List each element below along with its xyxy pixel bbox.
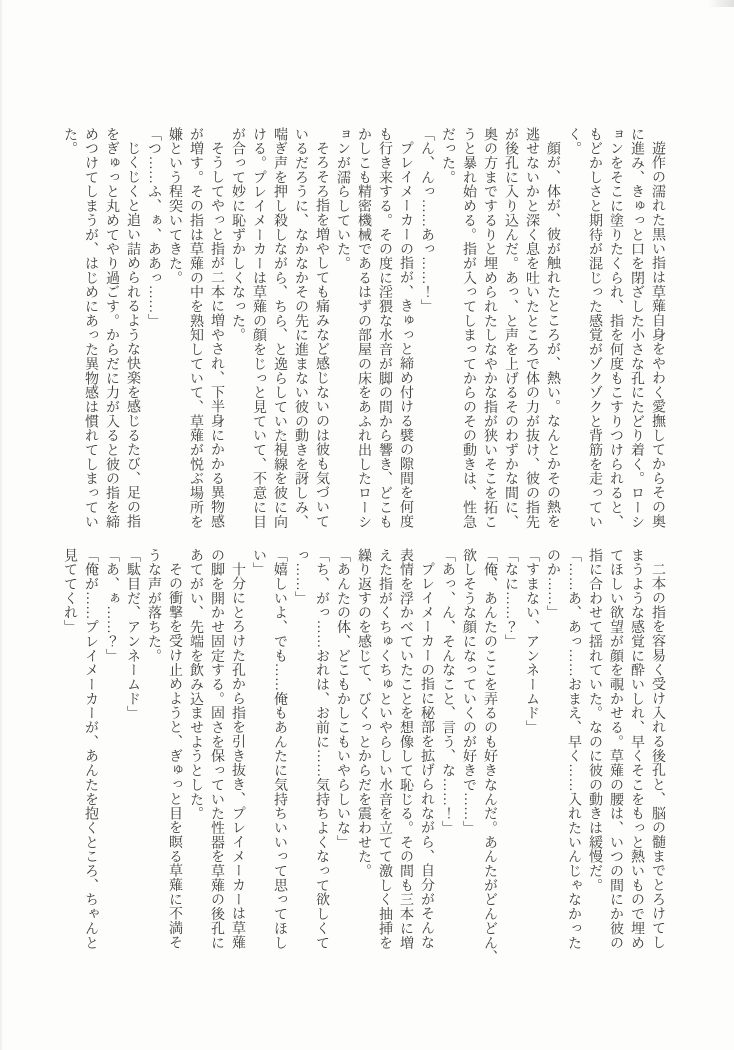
text-line: まうような感覚に酔いしれ、早くそこをもっと熱いもので埋め	[629, 548, 644, 950]
text-block-bottom	[59, 548, 668, 965]
text-line: 繰り返すのを感じて、びくっとからだを震わせた。	[356, 548, 371, 879]
text-line: 「俺が……プレイメーカーが、あんたを抱くところ、ちゃんと	[83, 548, 98, 950]
text-line: 二本の指を容易く受け入れる後孔と、脳の髄までとろけてし	[650, 562, 665, 950]
text-line: く。	[566, 127, 581, 156]
text-line: 「ち、がっ……おれは、お前に……気持ちよくなって欲しくて	[314, 548, 329, 950]
text-line: うな声が落ちた。	[146, 548, 161, 663]
text-line: っ……」	[293, 548, 308, 606]
text-line: が増す。その指は草薙の中を熟知していて、草薙が悦ぶ場所を	[188, 127, 203, 529]
text-line: 「……あ、あっ……おまえ、早く……入れたいんじゃなかった	[566, 548, 581, 950]
text-line: 「あっ、ん、そんなこと、言う、な……！」	[440, 548, 455, 835]
text-line: いるだろうに、なかなかその先に進まない彼の動きを訝しみ、	[293, 127, 308, 529]
scan-corner-artifact	[708, 0, 734, 7]
text-line: プレイメーカーの指が、きゅっと締め付ける襞の隙間を何度	[398, 141, 413, 529]
text-line: 指に合わせて揺れていた。なのに彼の動きは緩慢だ。	[587, 548, 602, 893]
text-line: も行き来する。その度に淫猥な水音が脚の間から響き、どこも	[377, 127, 392, 529]
text-line: 喘ぎ声を押し殺しながら、ちら、と逸らしていた視線を彼に向	[272, 127, 287, 529]
text-line: をぎゅっと丸めてやり過ごす。からだに力が入ると彼の指を締	[104, 127, 119, 529]
text-line: ける。プレイメーカーは草薙の顔をじっと見ていて、不意に目	[251, 127, 266, 529]
text-line: 「あ、ぁ……？」	[104, 548, 119, 663]
text-line: ョンをそこに塗りたくられ、指を何度もこすりつけられると、	[608, 127, 623, 529]
text-line: プレイメーカーの指に秘部を拡げられながら、自分がそんな	[419, 562, 434, 950]
text-block-top	[59, 127, 668, 531]
text-line: 表情を浮かべていたことを想像して恥じる。その間も三本に増	[398, 548, 413, 950]
text-line: が後孔に入り込んだ。あっ、と声を上げるそのわずかな間に、	[503, 127, 518, 529]
text-line: そうしてやっと指が二本に増やされ、下半身にかかる異物感	[209, 141, 224, 529]
text-line: 逃せないかと深く息を吐いたところで体の力が抜け、彼の指先	[524, 127, 539, 529]
text-line: の脚を開かせ固定する。固さを保っていた性器を草薙の後孔に	[209, 548, 224, 950]
text-line: 奥の方までするりと埋められたしなやかな指が狭いそこを拓こ	[482, 127, 497, 529]
text-line: そろそろ指を増やしても痛みなど感じないのは彼も気づいて	[314, 141, 329, 529]
text-line: 「ん、んっ……あっ……！」	[419, 127, 434, 314]
text-line: えた指がくちゅくちゅといやらしい水音を立てて激しく抽挿を	[377, 548, 392, 950]
text-line: だった。	[440, 127, 455, 185]
text-line: 「俺、あんたのここを弄るのも好きなんだ。あんたがどんどん、	[482, 548, 497, 965]
text-line: 十分にとろけた孔から指を引き抜き、プレイメーカーは草薙	[230, 562, 245, 950]
scan-edge-shadow	[0, 0, 3, 1050]
text-line: めつけてしまうが、はじめにあった異物感は慣れてしまってい	[83, 127, 98, 529]
text-line: い」	[251, 548, 266, 577]
text-line: 「なに……？」	[503, 548, 518, 649]
text-line: 嫌という程突いてきた。	[167, 127, 182, 285]
text-line: 見ててくれ」	[62, 548, 77, 635]
text-line: かしこも精密機械であるはずの部屋の床をあふれ出したローシ	[356, 127, 371, 529]
text-line: その衝撃を受け止めようと、ぎゅっと目を瞑る草薙に不満そ	[167, 562, 182, 950]
text-line: 「あんたの体、どこもかしこもいやらしいな」	[335, 548, 350, 850]
text-line: ョンが濡らしていた。	[335, 127, 350, 271]
text-line: 欲しそうな顔になっていくのが好きで……」	[461, 548, 476, 835]
text-line: あてがい、先端を飲み込ませようとした。	[188, 548, 203, 821]
text-line: 「駄目だ、アンネームド」	[125, 548, 140, 721]
text-line: てほしい欲望が顔を覗かせる。草薙の腰は、いつの間にか彼の	[608, 548, 623, 950]
text-line: じくじくと追い詰められるような快楽を感じるたび、足の指	[125, 141, 140, 529]
text-line: 「つ……ふ、ぁ、ああっ……」	[146, 127, 161, 328]
text-line: 「嬉しいよ、でも……俺もあんたに気持ちいいって思ってほし	[272, 548, 287, 950]
text-line: うと暴れ始める。指が入ってしまってからのその動きは、性急	[461, 127, 476, 529]
text-line: に進み、きゅっと口を閉ざした小さな孔にたどり着く。ローシ	[629, 127, 644, 529]
text-line: が合って妙に恥ずかしくなった。	[230, 127, 245, 343]
text-line: た。	[62, 127, 77, 156]
text-line: 顔が、体が、彼が触れたところが、熱い。なんとかその熱を	[545, 141, 560, 529]
text-line: 「すまない、アンネームド」	[524, 548, 539, 735]
text-line: のか……」	[545, 548, 560, 620]
text-line: もどかしさと期待が混じった感覚がゾクゾクと背筋を走ってい	[587, 127, 602, 529]
text-line: 遊作の濡れた黒い指は草薙自身をやわく愛撫してからその奥	[650, 141, 665, 529]
